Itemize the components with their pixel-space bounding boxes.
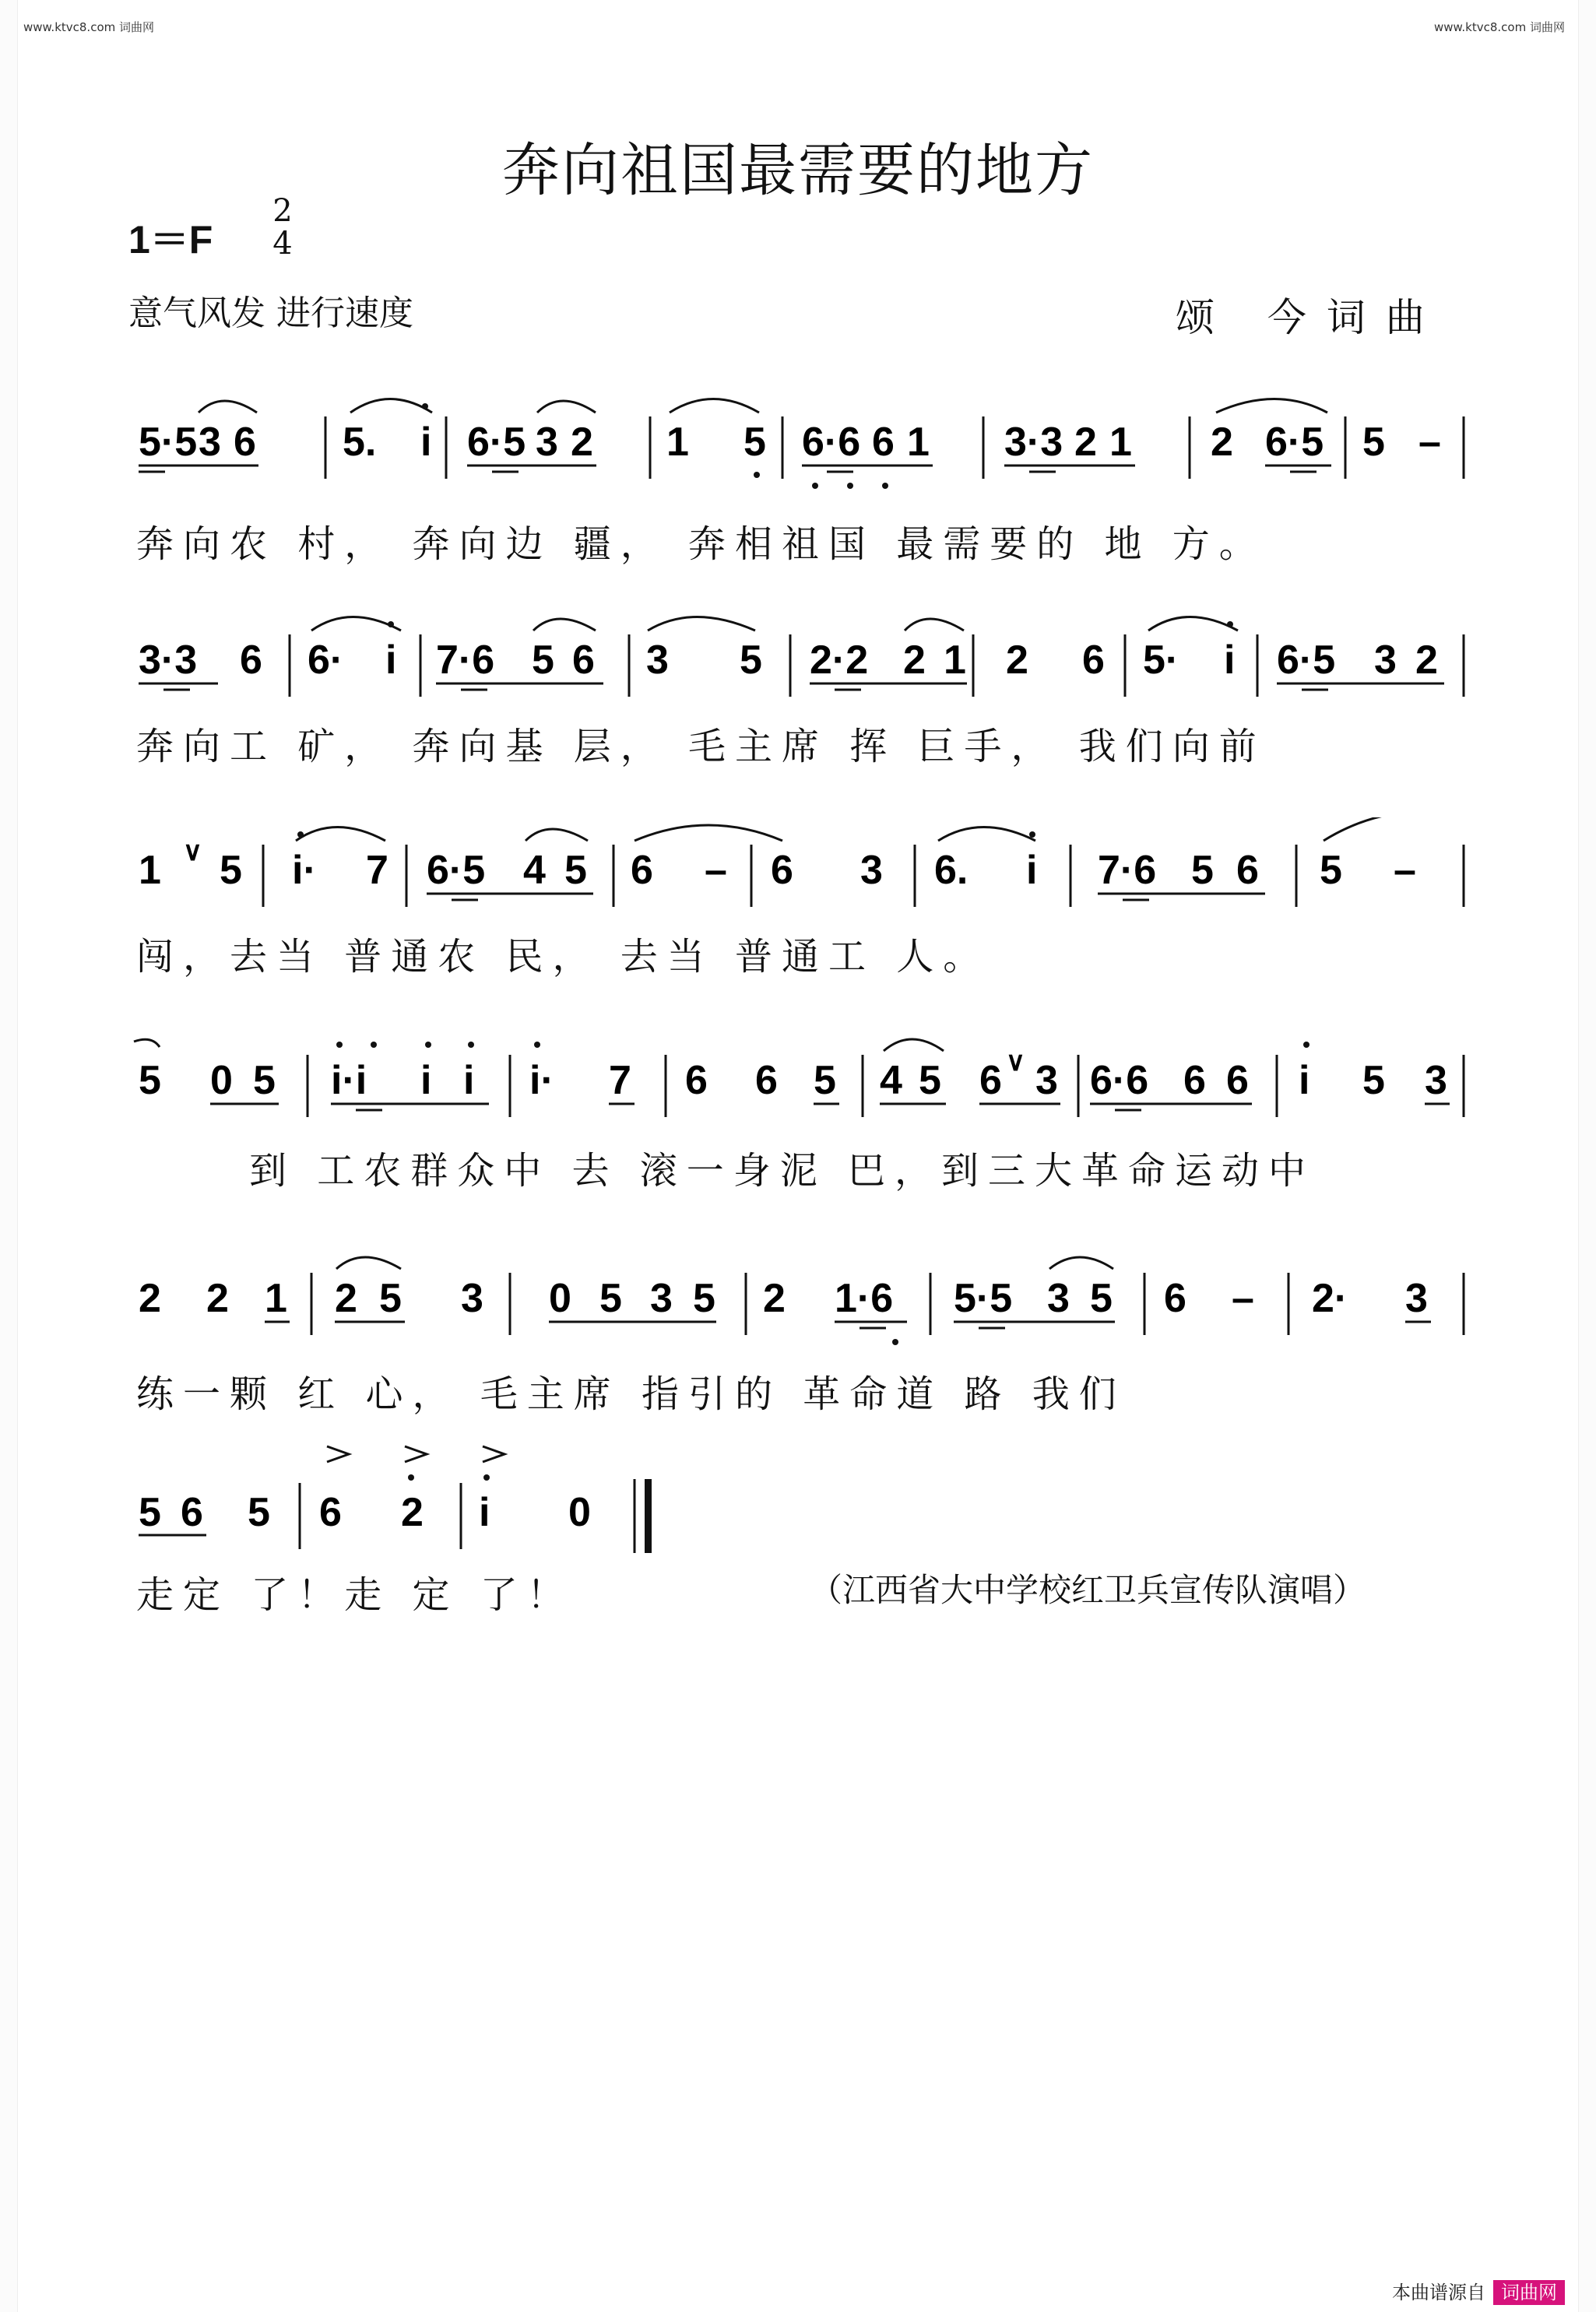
svg-text:1: 1 bbox=[139, 848, 161, 893]
footer-brand-link[interactable]: 词曲网 bbox=[1493, 2280, 1565, 2305]
score-row-5 bbox=[0, 1246, 1596, 1362]
svg-text:5: 5 bbox=[220, 848, 242, 893]
svg-text:5: 5 bbox=[139, 1490, 161, 1535]
svg-text:0: 0 bbox=[549, 1276, 571, 1321]
svg-text:2: 2 bbox=[763, 1276, 786, 1321]
svg-text:6·6: 6·6 bbox=[802, 420, 861, 465]
svg-text:6: 6 bbox=[685, 1058, 708, 1103]
svg-text:6·5: 6·5 bbox=[1265, 420, 1324, 465]
svg-text:5: 5 bbox=[1362, 420, 1385, 465]
svg-text:1·6: 1·6 bbox=[835, 1276, 894, 1321]
svg-text:6: 6 bbox=[240, 638, 262, 683]
svg-text:5: 5 bbox=[740, 638, 762, 683]
footer-source bbox=[1392, 2277, 1565, 2304]
svg-text:2: 2 bbox=[206, 1276, 229, 1321]
lyric-row-5: 练一颗 红 心， 毛主席 指引的 革命道 路 我们 bbox=[136, 1372, 1126, 1416]
svg-text:6: 6 bbox=[319, 1490, 342, 1535]
svg-text:6: 6 bbox=[1082, 638, 1105, 683]
svg-text:3: 3 bbox=[1035, 1058, 1058, 1103]
svg-text:5: 5 bbox=[1320, 848, 1342, 893]
author-credit: 颂 今词曲 bbox=[1176, 295, 1445, 340]
watermark-left: www.ktvc8.com 词曲网 bbox=[23, 20, 155, 34]
svg-text:2: 2 bbox=[335, 1276, 357, 1321]
svg-text:i·: i· bbox=[292, 848, 317, 893]
svg-text:6·: 6· bbox=[308, 638, 344, 683]
svg-text:6·6: 6·6 bbox=[1090, 1058, 1149, 1103]
svg-text:5: 5 bbox=[564, 848, 587, 893]
svg-text:3: 3 bbox=[461, 1276, 483, 1321]
performer-credit: （江西省大中学校红卫兵宣传队演唱） bbox=[810, 1571, 1366, 1609]
svg-text:5: 5 bbox=[919, 1058, 941, 1103]
notation-row-2 bbox=[0, 607, 1596, 724]
notation-row-1 bbox=[0, 389, 1596, 506]
svg-text:3·3: 3·3 bbox=[139, 638, 198, 683]
svg-text:5: 5 bbox=[693, 1276, 715, 1321]
svg-text:6·5: 6·5 bbox=[1277, 638, 1336, 683]
svg-text:6: 6 bbox=[771, 848, 793, 893]
svg-text:5·: 5· bbox=[1143, 638, 1179, 683]
svg-text:5: 5 bbox=[1191, 848, 1214, 893]
right-margin-strip bbox=[1578, 0, 1596, 2312]
svg-text:6: 6 bbox=[234, 420, 256, 465]
svg-text:0: 0 bbox=[210, 1058, 233, 1103]
svg-text:2·: 2· bbox=[1312, 1276, 1348, 1321]
notation-row-3 bbox=[0, 817, 1596, 934]
svg-text:i: i bbox=[479, 1490, 490, 1535]
score-row-3 bbox=[0, 817, 1596, 934]
svg-text:3: 3 bbox=[1047, 1276, 1070, 1321]
svg-text:6.: 6. bbox=[934, 848, 968, 893]
time-signature-top: 2 bbox=[272, 193, 293, 229]
svg-text:4: 4 bbox=[523, 848, 546, 893]
svg-text:5: 5 bbox=[139, 1058, 161, 1103]
notation-row-6 bbox=[0, 1440, 1596, 1557]
svg-text:6: 6 bbox=[1183, 1058, 1206, 1103]
svg-text:6: 6 bbox=[979, 1058, 1002, 1103]
footer-label: 本曲谱源自 bbox=[1392, 2282, 1485, 2303]
time-signature bbox=[267, 195, 298, 260]
left-margin-strip bbox=[0, 0, 18, 2312]
svg-text:i: i bbox=[1299, 1058, 1310, 1103]
svg-text:6: 6 bbox=[872, 420, 895, 465]
svg-text:i: i bbox=[1224, 638, 1236, 683]
svg-text:5: 5 bbox=[253, 1058, 276, 1103]
svg-text:–: – bbox=[1418, 420, 1441, 465]
svg-text:i: i bbox=[420, 1058, 432, 1103]
svg-text:2: 2 bbox=[571, 420, 593, 465]
svg-text:6: 6 bbox=[572, 638, 595, 683]
song-title: 奔向祖国最需要的地方 bbox=[502, 137, 1094, 204]
svg-text:7: 7 bbox=[609, 1058, 631, 1103]
svg-text:6: 6 bbox=[181, 1490, 203, 1535]
svg-text:6: 6 bbox=[1164, 1276, 1186, 1321]
svg-text:2: 2 bbox=[1211, 420, 1233, 465]
svg-text:5: 5 bbox=[248, 1490, 270, 1535]
svg-text:6: 6 bbox=[1236, 848, 1259, 893]
notation-row-4 bbox=[0, 1028, 1596, 1144]
svg-text:–: – bbox=[705, 848, 727, 893]
svg-text:5: 5 bbox=[1090, 1276, 1113, 1321]
svg-text:6·5: 6·5 bbox=[467, 420, 526, 465]
svg-text:i: i bbox=[463, 1058, 475, 1103]
svg-text:3: 3 bbox=[1405, 1276, 1428, 1321]
watermark-right: www.ktvc8.com 词曲网 bbox=[1433, 20, 1565, 34]
svg-text:∨: ∨ bbox=[1006, 1047, 1025, 1077]
svg-text:2: 2 bbox=[1006, 638, 1028, 683]
svg-text:6: 6 bbox=[755, 1058, 778, 1103]
svg-text:i: i bbox=[1026, 848, 1038, 893]
svg-text:6·5: 6·5 bbox=[427, 848, 486, 893]
svg-text:–: – bbox=[1394, 848, 1416, 893]
svg-text:5: 5 bbox=[814, 1058, 836, 1103]
svg-text:7·6: 7·6 bbox=[436, 638, 495, 683]
svg-text:0: 0 bbox=[568, 1490, 591, 1535]
svg-text:2·2: 2·2 bbox=[810, 638, 869, 683]
svg-text:3: 3 bbox=[536, 420, 558, 465]
svg-text:1: 1 bbox=[1109, 420, 1132, 465]
final-barline bbox=[645, 1479, 652, 1553]
svg-text:1: 1 bbox=[666, 420, 689, 465]
svg-text:6: 6 bbox=[1226, 1058, 1249, 1103]
lyric-row-3: 闯，去当 普通农 民， 去当 普通工 人。 bbox=[136, 935, 990, 979]
svg-text:2: 2 bbox=[903, 638, 926, 683]
svg-text:5.: 5. bbox=[343, 420, 377, 465]
lyric-row-4: 到 工农群众中 去 滚一身泥 巴，到三大革命运动中 bbox=[249, 1149, 1316, 1193]
svg-text:3: 3 bbox=[650, 1276, 673, 1321]
svg-text:4: 4 bbox=[880, 1058, 902, 1103]
svg-text:3: 3 bbox=[199, 420, 221, 465]
lyric-row-1: 奔向农 村， 奔向边 疆， 奔相祖国 最需要的 地 方。 bbox=[136, 522, 1266, 566]
svg-text:1: 1 bbox=[944, 638, 966, 683]
lyric-row-2: 奔向工 矿， 奔向基 层， 毛主席 挥 巨手， 我们向前 bbox=[136, 725, 1266, 768]
key-signature: 1＝F bbox=[128, 218, 213, 262]
score-row-1 bbox=[0, 389, 1596, 506]
tempo-marking: 意气风发 进行速度 bbox=[128, 293, 413, 333]
svg-text:5: 5 bbox=[744, 420, 766, 465]
svg-text:∨: ∨ bbox=[183, 837, 202, 866]
lyric-row-6: 走定 了！走 定 了！ bbox=[136, 1573, 574, 1617]
svg-text:3: 3 bbox=[1425, 1058, 1447, 1103]
score-row-4 bbox=[0, 1028, 1596, 1144]
svg-text:7·6: 7·6 bbox=[1098, 848, 1157, 893]
svg-text:5: 5 bbox=[532, 638, 554, 683]
svg-text:5: 5 bbox=[379, 1276, 402, 1321]
svg-text:6: 6 bbox=[631, 848, 653, 893]
svg-text:2: 2 bbox=[401, 1490, 424, 1535]
svg-text:i: i bbox=[420, 420, 432, 465]
score-row-6 bbox=[0, 1440, 1596, 1557]
svg-text:2: 2 bbox=[139, 1276, 161, 1321]
svg-text:i: i bbox=[385, 638, 397, 683]
svg-text:i·i: i·i bbox=[331, 1058, 367, 1103]
svg-text:–: – bbox=[1232, 1276, 1254, 1321]
score-row-2 bbox=[0, 607, 1596, 724]
svg-text:3: 3 bbox=[860, 848, 883, 893]
svg-text:5: 5 bbox=[1362, 1058, 1385, 1103]
svg-text:2: 2 bbox=[1415, 638, 1438, 683]
svg-text:3: 3 bbox=[646, 638, 669, 683]
svg-text:5: 5 bbox=[599, 1276, 622, 1321]
svg-text:1: 1 bbox=[907, 420, 930, 465]
notation-row-5 bbox=[0, 1246, 1596, 1362]
svg-text:7: 7 bbox=[366, 848, 388, 893]
svg-text:5·5: 5·5 bbox=[954, 1276, 1013, 1321]
svg-text:i·: i· bbox=[529, 1058, 554, 1103]
svg-text:3·3: 3·3 bbox=[1004, 420, 1063, 465]
time-signature-bottom: 4 bbox=[272, 226, 293, 262]
svg-text:1: 1 bbox=[265, 1276, 287, 1321]
svg-text:3: 3 bbox=[1374, 638, 1397, 683]
svg-text:5·5: 5·5 bbox=[139, 420, 198, 465]
svg-text:2: 2 bbox=[1074, 420, 1097, 465]
